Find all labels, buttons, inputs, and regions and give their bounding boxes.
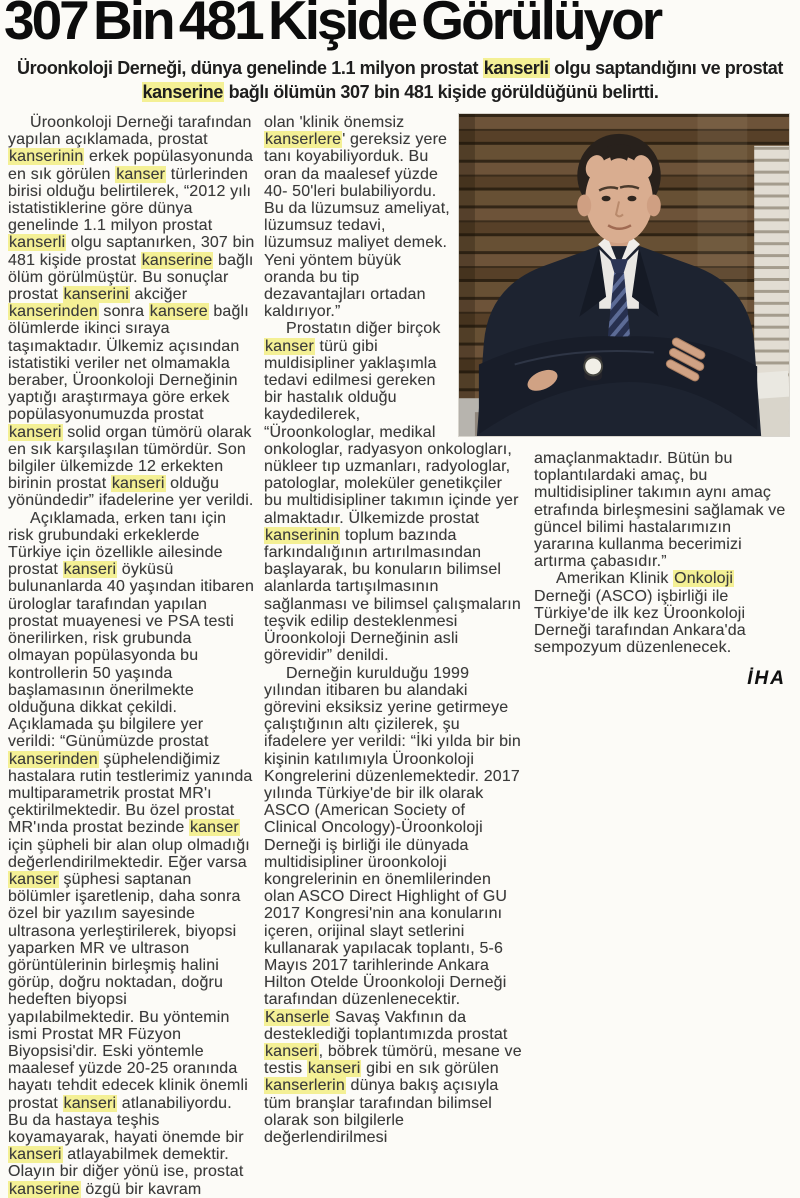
text-run: şüphesi saptanan bölümler işaretlenip, daha sonra özel bir yazılım sayesinde ultrasona yerleştirilerek, biyopsi yaparken MR ve ultrason görüntülerinin birleşmiş halini görüp, doğru noktadan, doğru hedeften biyopsi yapılabilmektedir. Bu yöntemin ismi Prostat MR Füzyon Biyopsisi'dir. Eski yöntemle maalesef yüzde 20-25 oranında hayatı tehdit edecek klinik önemli prostat xyxy=(8,870,248,1112)
text-run: bağlı ölüm görülmüştür. Bu sonuçlar prostat xyxy=(8,251,254,304)
highlighted-term: kanseri xyxy=(111,475,165,493)
highlighted-term: kanser xyxy=(189,819,239,837)
wristwatch xyxy=(584,355,602,381)
text-run: Derneği (ASCO) işbirliği ile Türkiye'de ilk kez Üroonkoloji Derneği tarafından Ankara'da sempozyum düzenlenecek. xyxy=(534,587,746,657)
text-run: şüphelendiğimiz hastalara rutin testlerimiz yanında multiparametrik prostat MR'ı çektirilmektedir. Bu özel prostat MR'ında prostat bezinde xyxy=(8,750,253,837)
text-run: atlanabiliyordu. Bu da hastaya teşhis koyamayarak, hayati önemde bir xyxy=(8,1094,244,1146)
text-run: olan 'klinik önemsiz xyxy=(264,114,405,131)
text-run: öyküsü bulunanlarda 40 yaşından itibaren ürologlar tarafından yapılan prostat muayenesi ve PSA testi önerilirken, risk grubunda olmayan popülasyonda bu kontrollerin 50 yaşında başlamasının önerilmekte olduğuna dikkat çekildi. Açıklamada şu bilgilere yer verildi: “Günümüzde prostat xyxy=(8,561,255,751)
text-run: olduğu yönündedir” ifadelerine yer verildi. xyxy=(8,475,254,510)
text-run: erkek popülasyonunda en sık görülen xyxy=(8,148,254,183)
text-run: türü gibi muldisipliner yaklaşımla tedavi edilmesi gereken bir hastalık olduğu kaydedilerek, “Üroonkologlar, medikal onkologlar, radyasyon onkologları, nükleer tıp uzmanları, radyologlar, patologlar, moleküler genetikçiler bu multidisipliner takımın içinde yer almaktadır. Ülkemizde prostat xyxy=(264,337,519,527)
text-run: dünya bakış açısıyla tüm branşlar tarafından bilimsel olarak son bilgilerle değerlendirilmesi xyxy=(264,1077,499,1146)
text-run: amaçlanmaktadır. Bütün bu toplantılardaki amaç, bu multidisipliner takımın aynı amaç etrafında birleşmesini sağlamak ve güncel bilimi hastalarımızın yararına kullanma becerimizi artırma çabasıdır.” xyxy=(534,450,786,571)
text-run: Açıklamada, erken tanı için risk grubundaki erkeklerde Türkiye için özellikle ailesinde prostat xyxy=(8,509,227,579)
headline: 307 Bin 481 Kişide Görülüyor xyxy=(4,0,661,51)
text-run: atlayabilmek demektir. Olayın bir diğer yönü ise, prostat xyxy=(8,1146,244,1181)
highlighted-term: kanser xyxy=(9,870,58,888)
highlighted-term: kanseri xyxy=(307,1060,361,1078)
highlighted-term: kanserini xyxy=(63,286,129,304)
highlighted-term: kanserli xyxy=(483,58,549,78)
highlighted-term: kanserine xyxy=(142,82,223,102)
text-run: , böbrek tümörü, mesane ve testis xyxy=(264,1042,522,1078)
text-run: bağlı ölümlerde ikinci sıraya taşımaktadır. Ülkemiz açısından istatistiki veriler net olmamakla beraber, Üroonkoloji Derneğinin yaptığı araştırmaya göre erkek popülasyonumuzda prostat xyxy=(8,303,249,424)
paragraph xyxy=(534,450,792,570)
text-run: olgu saptanırken, 307 bin 481 kişide prostat xyxy=(8,234,255,269)
text-run: özgü bir kavram xyxy=(80,1180,202,1198)
article-photo xyxy=(458,113,790,437)
text-run: olgu saptandığını ve prostat xyxy=(549,58,783,78)
paragraph xyxy=(264,665,522,1147)
text-run: bağlı ölümün 307 bin 481 kişide görüldüğünü belirtti. xyxy=(224,82,659,102)
highlighted-term: kanser xyxy=(265,337,314,355)
highlighted-term: kanserinden xyxy=(9,750,98,768)
text-run: akciğer xyxy=(129,286,188,304)
text-run: Üroonkoloji Derneği, dünya genelinde 1.1 milyon prostat xyxy=(17,58,483,78)
byline: İHA xyxy=(747,668,786,690)
highlighted-term: kanseri xyxy=(265,1042,318,1060)
highlighted-term: kanserlerin xyxy=(265,1077,345,1095)
text-run: Prostatın diğer birçok xyxy=(286,320,441,338)
text-run: gibi en sık görülen xyxy=(361,1060,499,1078)
text-run: Savaş Vakfının da desteklediği toplantımızda prostat xyxy=(264,1008,508,1043)
text-run: Üroonkoloji Derneği tarafından yapılan açıklamada, prostat xyxy=(8,114,252,149)
highlighted-term: kanserlere xyxy=(265,131,342,149)
highlighted-term: kanserinin xyxy=(9,148,84,166)
highlighted-term: kanseri xyxy=(63,1094,117,1112)
highlighted-term: Onkoloji xyxy=(674,570,734,588)
text-run: ' gereksiz yere tanı koyabiliyorduk. Bu oran da maalesef yüzde 40- 50'leri bulabiliyordu. Bu da lüzumsuz ameliyat, lüzumsuz tedavi, lüzumsuz maliyet demek. Yeni yöntem büyük oranda bu tip dezavantajları ortadan kaldırıyor.” xyxy=(264,131,450,321)
subheadline xyxy=(5,56,795,104)
text-run: solid organ tümörü olarak en sık karşılaşılan tümördür. Son bilgiler ülkemizde 12 erkekten birinin prostat xyxy=(8,423,252,493)
highlighted-term: kanserinin xyxy=(265,526,340,544)
text-run: sonra xyxy=(98,303,149,321)
paragraph xyxy=(8,114,255,510)
highlighted-term: kanseri xyxy=(63,561,117,579)
highlighted-term: Kanserle xyxy=(265,1008,330,1026)
paragraph xyxy=(534,570,792,656)
paragraph xyxy=(8,510,255,1198)
text-run: Amerikan Klinik xyxy=(556,570,674,588)
text-run: toplum bazında farkındalığının artırılmasından başlayarak, bu konuların bilimsel alanlarda tartışılmasının sağlanması ve bilimsel çalışmaların teşvik edilip desteklenmesi Üroonkoloji Derneğinin asli görevidir” denildi. xyxy=(264,526,521,665)
highlighted-term: kanserine xyxy=(9,1180,80,1198)
column-right xyxy=(534,450,792,688)
highlighted-term: kanser xyxy=(116,165,166,183)
highlighted-term: kanserinden xyxy=(9,303,98,321)
highlighted-term: kansere xyxy=(149,303,208,321)
column-left xyxy=(8,114,255,1198)
text-run: Derneğin kurulduğu 1999 yılından itibaren bu alandaki görevini eksiksiz yerine getirmeye çalıştığının altı çizilerek, şu ifadelere yer verildi: “İki yılda bir bin kişinin katılımıyla Üroonkoloji Kongrelerini düzenlemektedir. 2017 yılında Türkiye'de bir ilk olarak ASCO (American Society of Clinical Oncology)-Üroonkoloji Derneği iş birliği ile dünyada multidisipliner üroonkoloji kongrelerinin en önemlilerinden olan ASCO Direct Highlight of GU 2017 Kongresi'nin ana konularını içeren, orijinal slayt setlerini kullanarak yapılacak toplantı, 5-6 Mayıs 2017 tarihlerinde Ankara Hilton Otelde Üroonkoloji Derneği tarafından düzenlenecektir. xyxy=(264,664,521,1009)
article-photo-graphic xyxy=(459,114,789,436)
highlighted-term: kanserli xyxy=(9,234,66,252)
highlighted-term: kanseri xyxy=(9,423,62,441)
highlighted-term: kanseri xyxy=(9,1146,62,1164)
column-right-text xyxy=(534,450,792,656)
text-run: için şüpheli bir alan olup olmadığı değerlendirilmektedir. Eğer varsa xyxy=(8,836,250,871)
text-run: türlerinden birisi olduğu belirtilerek, “2012 yılı istatistiklerine göre dünya genelinde 1.1 milyon prostat xyxy=(8,165,252,235)
highlighted-term: kanserine xyxy=(141,251,213,269)
